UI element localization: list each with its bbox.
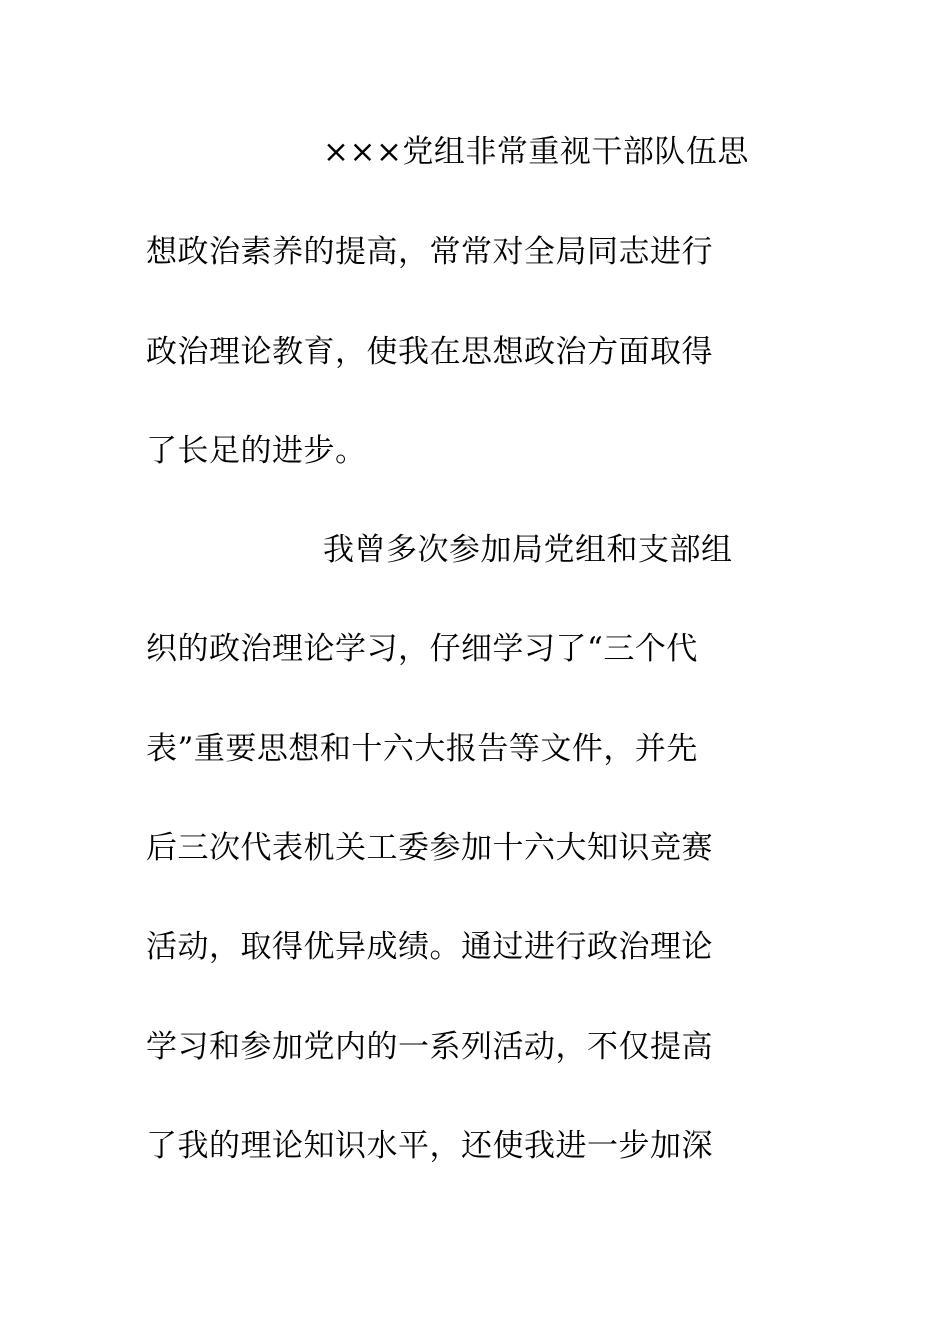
paragraph-line: 想政治素养的提高，常常对全局同志进行 [146, 234, 713, 270]
paragraph-line: 我曾多次参加局党组和支部组 [323, 532, 733, 568]
paragraph-line: ×××党组非常重视干部队伍思 [323, 134, 749, 170]
paragraph-line: 织的政治理论学习，仔细学习了“三个代 [146, 631, 698, 667]
paragraph-line: 后三次代表机关工委参加十六大知识竞赛 [146, 830, 713, 866]
paragraph-line: 了我的理论知识水平，还使我进一步加深 [146, 1128, 713, 1164]
paragraph-line: 学习和参加党内的一系列活动，不仅提高 [146, 1029, 713, 1065]
paragraph-line: 了长足的进步。 [146, 433, 367, 469]
paragraph-line: 表”重要思想和十六大报告等文件，并先 [146, 731, 698, 767]
paragraph-line: 活动，取得优异成绩。通过进行政治理论 [146, 929, 713, 965]
paragraph-line: 政治理论教育，使我在思想政治方面取得 [146, 334, 713, 370]
